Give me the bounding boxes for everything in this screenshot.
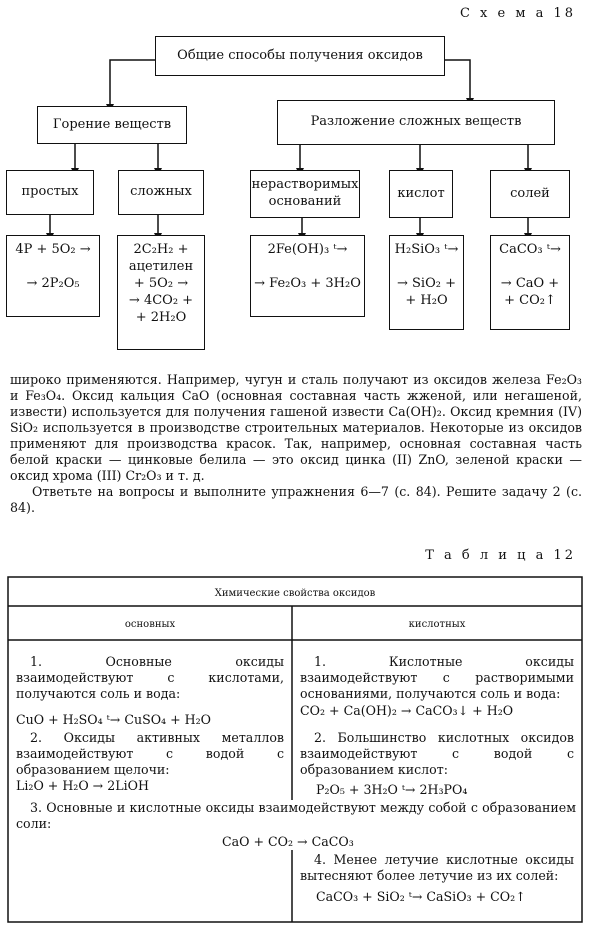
- eq-acids-box: H₂SiO₃ ᵗ→ → SiO₂ + + H₂O: [389, 235, 464, 330]
- acidic-prop-4: 4. Менее летучие кислотные оксиды вытесняют более летучие из их солей:: [300, 852, 574, 883]
- basic-prop-1-eq: CuO + H₂SO₄ ᵗ→ CuSO₄ + H₂O: [16, 712, 211, 727]
- body-text: [10, 372, 582, 516]
- root-box: Общие способы получения оксидов: [155, 36, 445, 76]
- eq-salts-box: CaCO₃ ᵗ→ → CaO + + CO₂↑: [490, 235, 570, 330]
- table-label: Т а б л и ц а 12: [425, 548, 576, 563]
- paragraph-1: широко применяются. Например, чугун и сталь получают из оксидов железа Fe₂O₃ и Fe₃O₄. Оксид кальция CaO (основная составная часть жженой, или негашеной, извести) используется для получения гашеной извести Ca(OH)₂. Оксид кремния (IV) SiO₂ используется в производстве строительных материалов. Некоторые из оксидов применяют для производства красок. Так, например, основная составная часть белой краски — цинковые белила — это оксид цинка (II) ZnO, зеленой краски — оксид хрома (III) Cr₂O₃ и т. д.: [10, 372, 582, 483]
- combustion-box: Горение веществ: [37, 106, 187, 144]
- basic-prop-1: 1. Основные оксиды взаимодействуют с кислотами, получаются соль и вода:: [16, 654, 284, 701]
- basic-prop-2: 2. Оксиды активных металлов взаимодействуют с водой с образованием щелочи:: [16, 730, 284, 777]
- col-acidic-header: кислотных: [408, 619, 466, 630]
- table-header: Химические свойства оксидов: [214, 588, 376, 599]
- acidic-prop-1: 1. Кислотные оксиды взаимодействуют с растворимыми основаниями, получаются соль и вода:: [300, 654, 574, 701]
- complex-box: сложных: [118, 170, 204, 215]
- acidic-prop-1-eq: CO₂ + Ca(OH)₂ → CaCO₃↓ + H₂O: [300, 703, 514, 718]
- col-basic-header: основных: [124, 619, 176, 630]
- shared-prop-3-eq: CaO + CO₂ → CaCO₃: [222, 834, 354, 849]
- eq-bases-box: 2Fe(OH)₃ ᵗ→ → Fe₂O₃ + 3H₂O: [250, 235, 365, 317]
- eq-simple-box: 4P + 5O₂ → → 2P₂O₅: [6, 235, 100, 317]
- acidic-prop-2: 2. Большинство кислотных оксидов взаимодействуют с водой с образованием кислот:: [300, 730, 574, 777]
- shared-prop-3: 3. Основные и кислотные оксиды взаимодействуют между собой с образованием соли:: [16, 800, 576, 831]
- insoluble-bases-box: нерастворимых оснований: [250, 170, 360, 218]
- scheme-label: С х е м а 18: [459, 6, 576, 21]
- paragraph-2: Ответьте на вопросы и выполните упражнения 6—7 (с. 84). Решите задачу 2 (с. 84).: [10, 484, 582, 515]
- eq-complex-box: 2C₂H₂ + ацетилен + 5O₂ → → 4CO₂ + + 2H₂O: [117, 235, 205, 350]
- acidic-prop-4-eq: CaCO₃ + SiO₂ ᵗ→ CaSiO₃ + CO₂↑: [316, 889, 526, 904]
- simple-box: простых: [6, 170, 94, 215]
- salts-box: солей: [490, 170, 570, 218]
- acids-box: кислот: [389, 170, 453, 218]
- basic-prop-2-eq: Li₂O + H₂O → 2LiOH: [16, 778, 149, 793]
- acidic-prop-2-eq: P₂O₅ + 3H₂O ᵗ→ 2H₃PO₄: [316, 782, 468, 797]
- decomposition-box: Разложение сложных веществ: [277, 100, 555, 145]
